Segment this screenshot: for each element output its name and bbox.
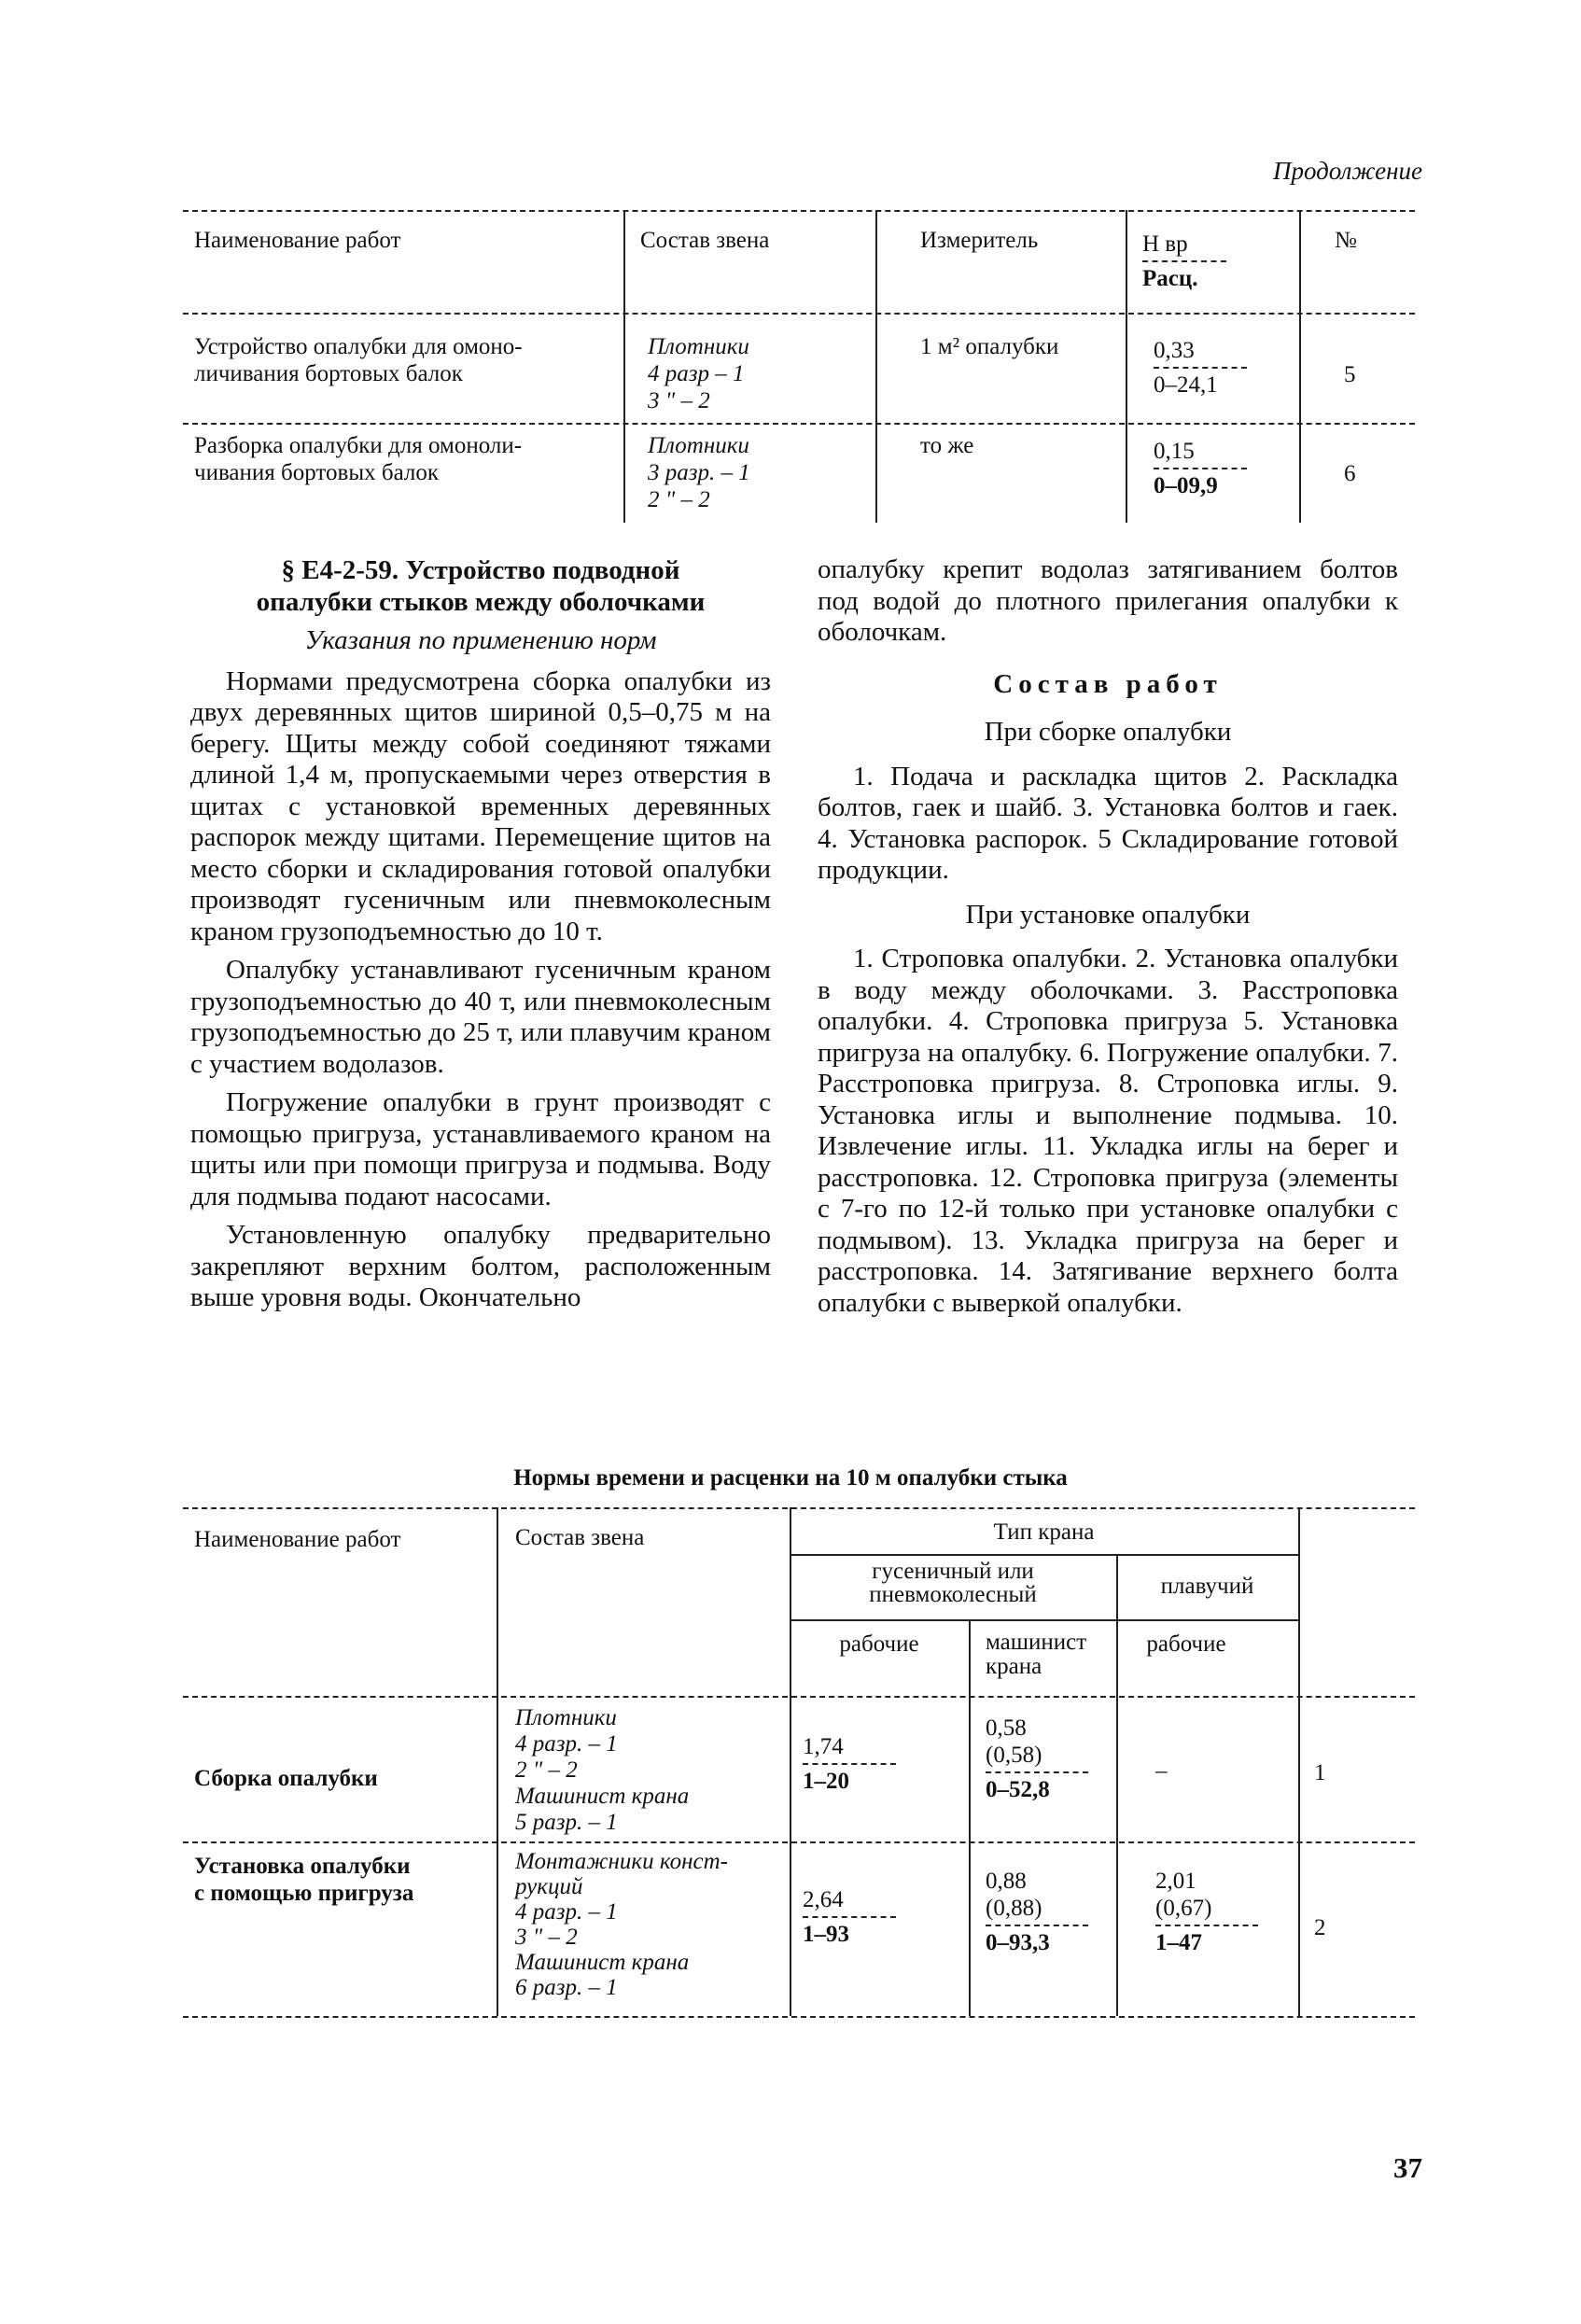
column-divider — [875, 210, 877, 523]
norms-table — [183, 1507, 1415, 2016]
row1-workers-norm: 1,74 1–20 — [803, 1733, 896, 1795]
table-rule — [183, 1841, 1415, 1843]
row2-crew: Плотники 3 разр. – 1 2 " – 2 — [648, 433, 750, 512]
column-divider — [969, 1619, 971, 2016]
section-subheading: Указания по применению норм — [304, 625, 657, 655]
header-operator: машинист крана — [986, 1630, 1087, 1679]
column-divider — [1298, 1507, 1300, 2016]
install-title: При установке опалубки — [965, 899, 1251, 930]
header-num: № — [1335, 228, 1357, 253]
row1-num: 1 — [1314, 1760, 1326, 1785]
paragraph: Нормами предусмотрена сборка опалубки из двух деревянных щитов шириной 0,5–0,75 м на берегу. Щиты между собой соединяют тяжами длиной 1,4 м, пропускаемыми через отверстия в щитах с установкой временных деревянных распорок между щитами. Перемещение щитов на место сборки и складирования готовой опалубки производят гусеничным или пневмоколесным краном грузоподъемностью до 10 т. — [190, 665, 771, 946]
row1-hvr: 0,33 0–24,1 — [1154, 337, 1247, 399]
table-rule — [183, 2016, 1415, 2018]
row1-floating: – — [1155, 1758, 1168, 1784]
paragraph: Погружение опалубки в грунт производят с помощью пригруза, устанавливаемого краном на щиты или при помощи пригруза и подмыва. Воду для подмыва подают насосами. — [190, 1087, 771, 1211]
row2-num: 6 — [1344, 461, 1356, 486]
row2-workers-norm: 2,64 1–93 — [803, 1886, 896, 1948]
header-name: Наименование работ — [194, 1527, 401, 1552]
column-divider — [623, 210, 625, 523]
works-title: Состав работ — [993, 668, 1223, 699]
column-divider — [1299, 210, 1301, 523]
table-rule — [183, 210, 1415, 212]
assembly-title: При сборке опалубки — [984, 717, 1232, 747]
header-workers-floating: рабочие — [1146, 1631, 1226, 1657]
header-unit: Измеритель — [920, 228, 1039, 253]
row2-unit: то же — [920, 433, 974, 458]
header-crane-type: Тип крана — [993, 1519, 1095, 1545]
left-column — [190, 554, 771, 1322]
table-rule — [790, 1554, 1298, 1556]
row1-crew: Плотники 4 разр – 1 3 " – 2 — [648, 334, 749, 413]
column-divider — [1116, 1554, 1118, 2016]
header-crew: Состав звена — [640, 228, 770, 253]
row2-num: 2 — [1314, 1915, 1326, 1940]
row1-name: Сборка опалубки — [194, 1766, 378, 1791]
table-rule — [790, 1619, 1298, 1621]
header-floating: плавучий — [1160, 1574, 1254, 1599]
right-column — [818, 554, 1398, 1326]
norms-table-continued — [183, 210, 1415, 523]
paragraph: опалубку крепит водолаз затягиванием болтов под водой до плотного прилегания опалубки к оболочкам. — [818, 554, 1398, 647]
row1-crew: Плотники 4 разр. – 1 2 " – 2 Машинист крана 5 разр. – 1 — [515, 1705, 690, 1835]
page-number: 37 — [1393, 2151, 1422, 2184]
column-divider — [1126, 210, 1127, 523]
header-workers: рабочие — [839, 1631, 919, 1657]
paragraph: Установленную опалубку предварительно закрепляют верхним болтом, расположенным выше уровня воды. Окончательно — [190, 1220, 771, 1312]
row1-operator-norm: 0,58 (0,58) 0–52,8 — [986, 1715, 1088, 1803]
header-hvr: Н вр Расц. — [1142, 231, 1226, 292]
header-crew: Состав звена — [515, 1525, 645, 1550]
table-rule — [183, 423, 1415, 425]
row2-crew: Монтажники конст- рукций 4 разр. – 1 3 " – 2 Машинист крана 6 разр. – 1 — [515, 1849, 728, 2000]
row2-operator-norm: 0,88 (0,88) 0–93,3 — [986, 1868, 1088, 1956]
row2-name: Разборка опалубки для омоноли- чивания бортовых балок — [194, 433, 523, 485]
row2-floating-norm: 2,01 (0,67) 1–47 — [1155, 1868, 1258, 1956]
column-divider — [497, 1507, 498, 2016]
section-heading: § Е4-2-59. Устройство подводной опалубки стыков между оболочками — [256, 555, 706, 617]
table-rule — [183, 313, 1415, 315]
row1-unit: 1 м² опалубки — [920, 334, 1059, 359]
header-crawler: гусеничный или пневмоколесный — [869, 1559, 1037, 1607]
header-name: Наименование работ — [194, 228, 401, 253]
table-rule — [183, 1507, 1415, 1509]
paragraph: Опалубку устанавливают гусеничным краном грузоподъемностью до 40 т, или пневмоколесным грузоподъемностью до 25 т, или плавучим краном с участием водолазов. — [190, 955, 771, 1079]
row2-name: Установка опалубки с помощью пригруза — [194, 1854, 414, 1906]
continued-label: Продолжение — [1272, 157, 1422, 185]
row2-hvr: 0,15 0–09,9 — [1154, 438, 1247, 499]
table2-title: Нормы времени и расценки на 10 м опалубки стыка — [513, 1465, 1068, 1491]
paragraph: 1. Строповка опалубки. 2. Установка опалубки в воду между оболочками. 3. Расстроповка опалубки. 4. Строповка пригруза 5. Установка пригруза на опалубку. 6. Погружение опалубки. 7. Расстроповка пригруза. 8. Строповка иглы. 9. Установка иглы и выполнение подмыва. 10. Извлечение иглы. 11. Укладка иглы на берег и расстроповка. 12. Строповка пригруза (элементы с 7-го по 12-й только при установке опалубки с подмывом). 13. Укладка пригруза на берег и расстроповка. 14. Затягивание верхнего болта опалубки с выверкой опалубки. — [818, 944, 1398, 1318]
row1-name: Устройство опалубки для омоно- личивания бортовых балок — [194, 334, 523, 386]
table-rule — [183, 1696, 1415, 1698]
row1-num: 5 — [1344, 362, 1356, 387]
paragraph: 1. Подача и раскладка щитов 2. Раскладка болтов, гаек и шайб. 3. Установка болтов и гаек. 4. Установка распорок. 5 Складирование готовой продукции. — [818, 761, 1398, 885]
